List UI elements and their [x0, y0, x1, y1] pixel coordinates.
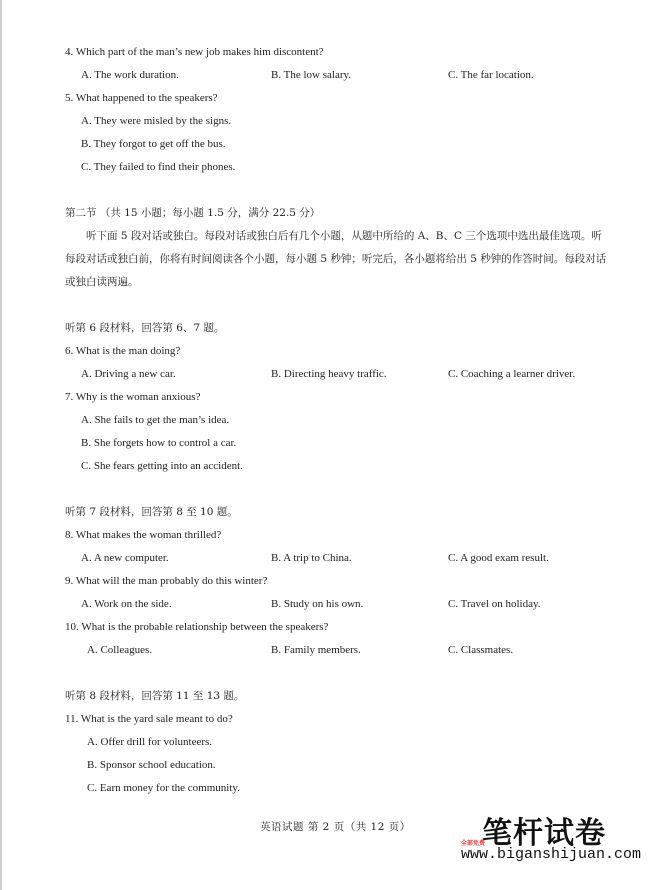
q5-option-b: B. They forgot to get off the bus. — [81, 138, 226, 150]
q6-option-b: B. Directing heavy traffic. — [271, 368, 387, 380]
q9-option-b: B. Study on his own. — [271, 598, 364, 610]
q5-option-a: A. They were misled by the signs. — [81, 115, 232, 127]
q10-option-a: A. Colleagues. — [87, 644, 153, 656]
watermark-free-label: 全部免费 — [461, 840, 486, 847]
q7-option-a: A. She fails to get the man’s idea. — [81, 414, 230, 426]
question-9: 9. What will the man probably do this winter? — [65, 575, 268, 587]
page-left-edge — [0, 0, 2, 890]
watermark-url: www.biganshijuan.com — [461, 846, 642, 863]
section-2-heading: 第二节 （共 15 小题；每小题 1.5 分，满分 22.5 分） — [65, 207, 321, 219]
q9-option-c: C. Travel on holiday. — [448, 598, 541, 610]
question-4: 4. Which part of the man’s new job makes him discontent? — [65, 46, 324, 58]
question-6: 6. What is the man doing? — [65, 345, 181, 357]
group-8-label: 听第 8 段材料，回答第 11 至 13 题。 — [65, 690, 245, 702]
q11-option-b: B. Sponsor school education. — [87, 759, 216, 771]
q8-option-a: A. A new computer. — [81, 552, 169, 564]
section-2-instructions: 听下面 5 段对话或独白。每段对话或独白后有几个小题，从题中所给的 A、B、C 三个选项中选出最佳选项。听每段对话或独白前，你将有时间阅读各个小题，每小题 5 秒钟；听完后，各小题将给出 5 秒钟的作答时间。每段对话或独白读两遍。 — [65, 230, 607, 288]
q6-option-c: C. Coaching a learner driver. — [448, 368, 576, 380]
question-11: 11. What is the yard sale meant to do? — [65, 713, 233, 725]
page-footer: 英语试题 第 2 页（共 12 页） — [260, 821, 411, 833]
group-7-label: 听第 7 段材料，回答第 8 至 10 题。 — [65, 506, 238, 518]
question-10: 10. What is the probable relationship between the speakers? — [65, 621, 329, 633]
q9-option-a: A. Work on the side. — [81, 598, 172, 610]
group-6-label: 听第 6 段材料，回答第 6、7 题。 — [65, 322, 225, 334]
q8-option-b: B. A trip to China. — [271, 552, 352, 564]
q4-option-b: B. The low salary. — [271, 69, 352, 81]
question-7: 7. Why is the woman anxious? — [65, 391, 201, 403]
question-8: 8. What makes the woman thrilled? — [65, 529, 222, 541]
question-5: 5. What happened to the speakers? — [65, 92, 218, 104]
q4-option-a: A. The work duration. — [81, 69, 179, 81]
q7-option-b: B. She forgets how to control a car. — [81, 437, 237, 449]
q10-option-b: B. Family members. — [271, 644, 361, 656]
q6-option-a: A. Driving a new car. — [81, 368, 176, 380]
q7-option-c: C. She fears getting into an accident. — [81, 460, 243, 472]
q8-option-c: C. A good exam result. — [448, 552, 549, 564]
q4-option-c: C. The far location. — [448, 69, 534, 81]
q5-option-c: C. They failed to find their phones. — [81, 161, 236, 173]
q11-option-c: C. Earn money for the community. — [87, 782, 240, 794]
watermark-logo-text: 笔杆试卷 — [482, 816, 606, 851]
q11-option-a: A. Offer drill for volunteers. — [87, 736, 213, 748]
q10-option-c: C. Classmates. — [448, 644, 514, 656]
